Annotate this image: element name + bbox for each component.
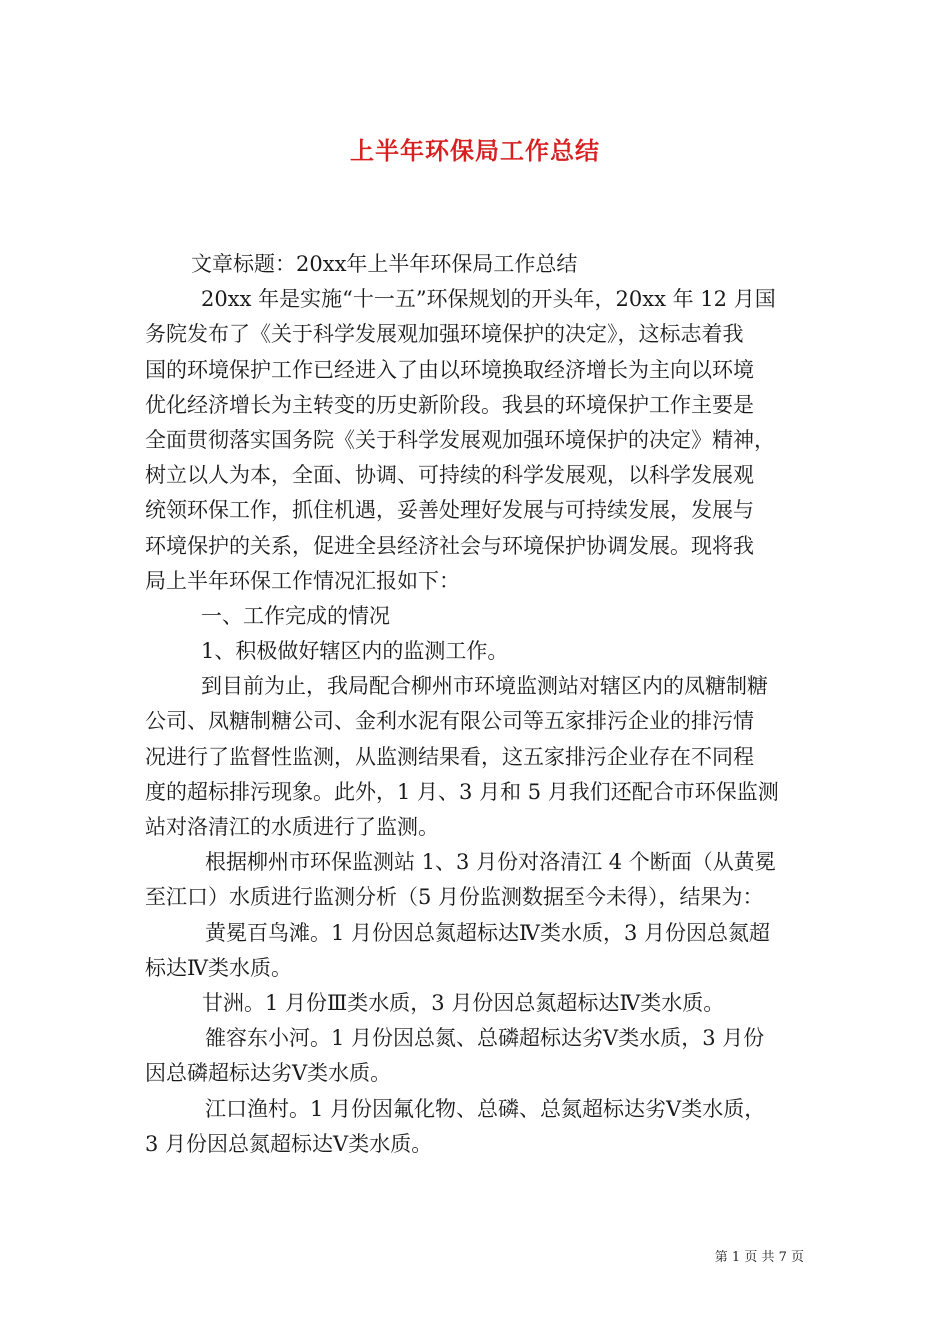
paragraph-line: 20xx 年是实施“十一五”环保规划的开头年，20xx 年 12 月国 [201, 287, 776, 312]
document-body [145, 247, 810, 1162]
paragraph-line: 全面贯彻落实国务院《关于科学发展观加强环境保护的决定》精神， [145, 427, 775, 452]
paragraph-line: 甘洲。1 月份Ⅲ类水质，3 月份因总氮超标达Ⅳ类水质。 [202, 990, 725, 1015]
paragraph-line: 局上半年环保工作情况汇报如下： [145, 568, 460, 593]
paragraph-line: 况进行了监督性监测，从监测结果看，这五家排污企业存在不同程 [145, 744, 754, 769]
paragraph-line: 3 月份因总氮超标达Ⅴ类水质。 [145, 1131, 433, 1156]
paragraph-line: 到目前为止，我局配合柳州市环境监测站对辖区内的凤糖制糖 [201, 674, 768, 699]
paragraph-line: 度的超标排污现象。此外，1 月、3 月和 5 月我们还配合市环保监测 [145, 779, 779, 804]
paragraph-line: 因总磷超标达劣Ⅴ类水质。 [145, 1061, 392, 1086]
paragraph-line: 统领环保工作，抓住机遇，妥善处理好发展与可持续发展，发展与 [145, 498, 754, 523]
paragraph-line: 公司、凤糖制糖公司、金利水泥有限公司等五家排污企业的排污情 [145, 709, 754, 734]
paragraph-line: 国的环境保护工作已经进入了由以环境换取经济增长为主向以环境 [145, 357, 754, 382]
paragraph-line: 至江口）水质进行监测分析（5 月份监测数据至今未得），结果为： [145, 885, 764, 910]
paragraph-line: 站对洛清江的水质进行了监测。 [145, 815, 439, 839]
subsection-heading: 1、积极做好辖区内的监测工作。 [201, 639, 509, 664]
paragraph-line: 务院发布了《关于科学发展观加强环境保护的决定》，这标志着我 [145, 322, 744, 347]
paragraph-line: 江口渔村。1 月份因氟化物、总磷、总氮超标达劣Ⅴ类水质， [205, 1096, 766, 1121]
paragraph-line: 雒容东小河。1 月份因总氮、总磷超标达劣Ⅴ类水质，3 月份 [205, 1026, 765, 1051]
paragraph-line: 树立以人为本，全面、协调、可持续的科学发展观，以科学发展观 [145, 463, 754, 488]
paragraph-line: 优化经济增长为主转变的历史新阶段。我县的环境保护工作主要是 [145, 392, 754, 417]
article-title-line: 文章标题：20xx年上半年环保局工作总结 [191, 252, 578, 276]
section-heading: 一、工作完成的情况 [201, 603, 390, 628]
paragraph-line: 标达Ⅳ类水质。 [145, 955, 292, 980]
document-title: 上半年环保局工作总结 [350, 137, 600, 165]
paragraph-line: 环境保护的关系，促进全县经济社会与环境保护协调发展。现将我 [145, 533, 754, 558]
page-number-footer: 第 1 页 共 7 页 [714, 1250, 804, 1265]
paragraph-line: 根据柳州市环保监测站 1、3 月份对洛清江 4 个断面（从黄冕 [205, 850, 776, 875]
paragraph-line: 黄冕百鸟滩。1 月份因总氮超标达Ⅳ类水质，3 月份因总氮超 [205, 920, 771, 945]
